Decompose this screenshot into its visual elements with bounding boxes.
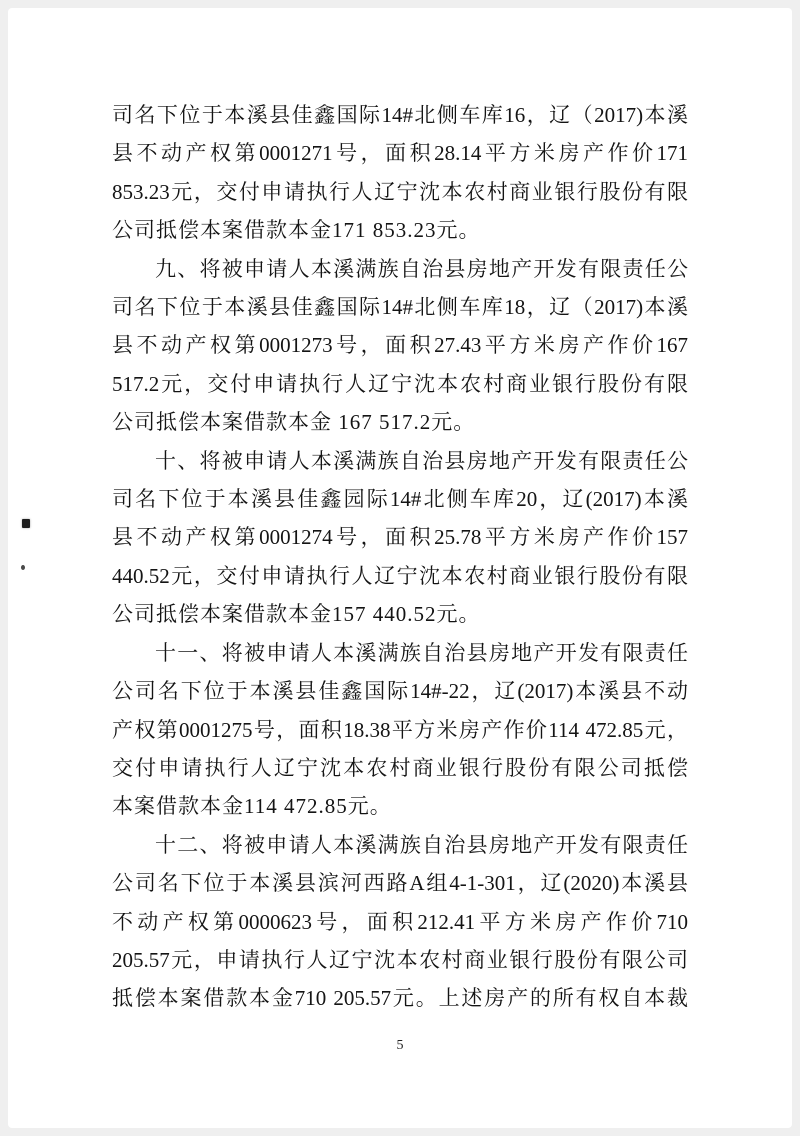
scan-artifact-dot-small bbox=[21, 565, 25, 570]
document-body-text bbox=[112, 96, 688, 1018]
text-line: 517.2元，交付申请执行人辽宁沈本农村商业银行股份有限 bbox=[112, 371, 688, 396]
text-line: 县不动产权第0001274号，面积25.78平方米房产作价157 bbox=[112, 525, 688, 550]
text-line: 440.52元，交付申请执行人辽宁沈本农村商业银行股份有限 bbox=[112, 563, 688, 588]
document-page bbox=[8, 8, 792, 1128]
text-line: 公司抵偿本案借款本金 167 517.2元。 bbox=[112, 410, 476, 435]
text-line: 205.57元，申请执行人辽宁沈本农村商业银行股份有限公司 bbox=[112, 947, 688, 972]
text-line: 县不动产权第0001273号，面积27.43平方米房产作价167 bbox=[112, 333, 688, 358]
paragraph-item-11 bbox=[112, 634, 688, 826]
paragraph-item-12 bbox=[112, 826, 688, 1018]
text-line: 司名下位于本溪县佳鑫园际14#北侧车库20，辽(2017)本溪 bbox=[112, 487, 688, 512]
text-line: 司名下位于本溪县佳鑫国际14#北侧车库16，辽（2017)本溪 bbox=[112, 103, 688, 127]
text-line: 县不动产权第0001271号，面积28.14平方米房产作价171 bbox=[112, 141, 688, 166]
scan-artifact-dot-large bbox=[22, 519, 30, 528]
paragraph-item-10 bbox=[112, 442, 688, 634]
paragraph-continuation-item-8 bbox=[112, 96, 688, 250]
paragraph-item-9 bbox=[112, 250, 688, 442]
page-number: 5 bbox=[396, 1038, 404, 1053]
text-line: 公司抵偿本案借款本金157 440.52元。 bbox=[112, 602, 481, 627]
text-line: 抵偿本案借款本金710 205.57元。上述房产的所有权自本裁 bbox=[112, 986, 688, 1011]
text-line: 公司抵偿本案借款本金171 853.23元。 bbox=[112, 218, 481, 243]
text-line: 产权第0001275号，面积18.38平方米房产作价114 472.85元， bbox=[112, 717, 688, 742]
text-line: 公司名下位于本溪县滨河西路A组4-1-301，辽(2020)本溪县 bbox=[112, 871, 688, 896]
text-line: 不动产权第0000623号，面积212.41平方米房产作价710 bbox=[112, 909, 688, 934]
text-line: 司名下位于本溪县佳鑫国际14#北侧车库18，辽（2017)本溪 bbox=[112, 295, 688, 320]
text-line: 十二、将被申请人本溪满族自治县房地产开发有限责任 bbox=[155, 832, 688, 857]
text-line: 十、将被申请人本溪满族自治县房地产开发有限责任公 bbox=[155, 448, 688, 473]
text-line: 公司名下位于本溪县佳鑫国际14#-22，辽(2017)本溪县不动 bbox=[112, 679, 688, 704]
text-line: 交付申请执行人辽宁沈本农村商业银行股份有限公司抵偿 bbox=[112, 755, 688, 780]
text-line: 十一、将被申请人本溪满族自治县房地产开发有限责任 bbox=[155, 640, 688, 665]
text-line: 853.23元，交付申请执行人辽宁沈本农村商业银行股份有限 bbox=[112, 179, 688, 204]
text-line: 本案借款本金114 472.85元。 bbox=[112, 794, 392, 819]
text-line: 九、将被申请人本溪满族自治县房地产开发有限责任公 bbox=[155, 256, 688, 281]
